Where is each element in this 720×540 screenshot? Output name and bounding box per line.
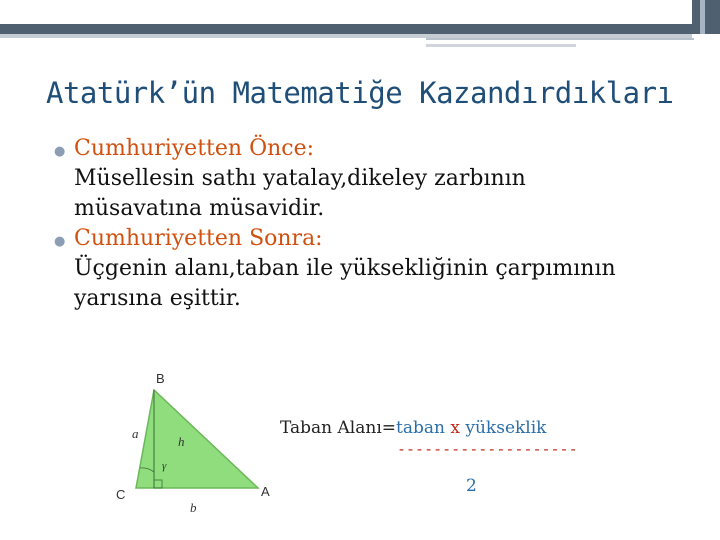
formula-numerator xyxy=(280,418,546,438)
header-bar-end xyxy=(692,0,720,34)
vertex-c-label: C xyxy=(116,487,126,502)
vertex-a-label: A xyxy=(261,484,270,499)
formula-base: taban xyxy=(396,418,445,438)
bullet-text-line: Üçgenin alanı,taban ile yüksekliğinin çarpımının xyxy=(74,256,616,281)
bullet-item-before xyxy=(54,134,694,224)
bullet-icon: ● xyxy=(54,144,66,159)
height-label: h xyxy=(178,434,185,449)
triangle-figure xyxy=(108,368,278,518)
formula-divider: -------------------- xyxy=(397,440,578,458)
slide-title: Atatürk’ün Matematiğe Kazandırdıkları xyxy=(46,76,674,110)
bullet-text-line: yarısına eşittir. xyxy=(74,286,241,311)
side-a-label: a xyxy=(132,426,139,441)
header-accent-line xyxy=(426,38,694,40)
header-accent-line-short xyxy=(426,44,576,47)
header-bar xyxy=(0,24,692,34)
bullet-icon: ● xyxy=(54,234,66,249)
vertex-b-label: B xyxy=(156,371,165,386)
formula-denominator: 2 xyxy=(466,476,477,496)
formula-equals: = xyxy=(381,418,397,438)
bullet-text-line: müsavatına müsavidir. xyxy=(74,196,325,221)
formula-times: x xyxy=(450,418,460,438)
bullet-heading: Cumhuriyetten Sonra: xyxy=(74,226,323,251)
formula-height: yükseklik xyxy=(465,418,547,438)
header-bar-notch xyxy=(700,0,705,34)
bullet-item-after xyxy=(54,224,694,314)
side-b-label: b xyxy=(190,500,197,515)
bullet-heading: Cumhuriyetten Önce: xyxy=(74,136,315,161)
top-band xyxy=(0,0,720,24)
formula-lhs: Taban Alanı xyxy=(280,418,382,438)
angle-label: γ xyxy=(162,460,167,472)
area-formula xyxy=(280,418,580,498)
bullet-text-line: Müsellesin sathı yatalay,dikeley zarbının xyxy=(74,166,526,191)
bullet-list xyxy=(54,134,694,314)
